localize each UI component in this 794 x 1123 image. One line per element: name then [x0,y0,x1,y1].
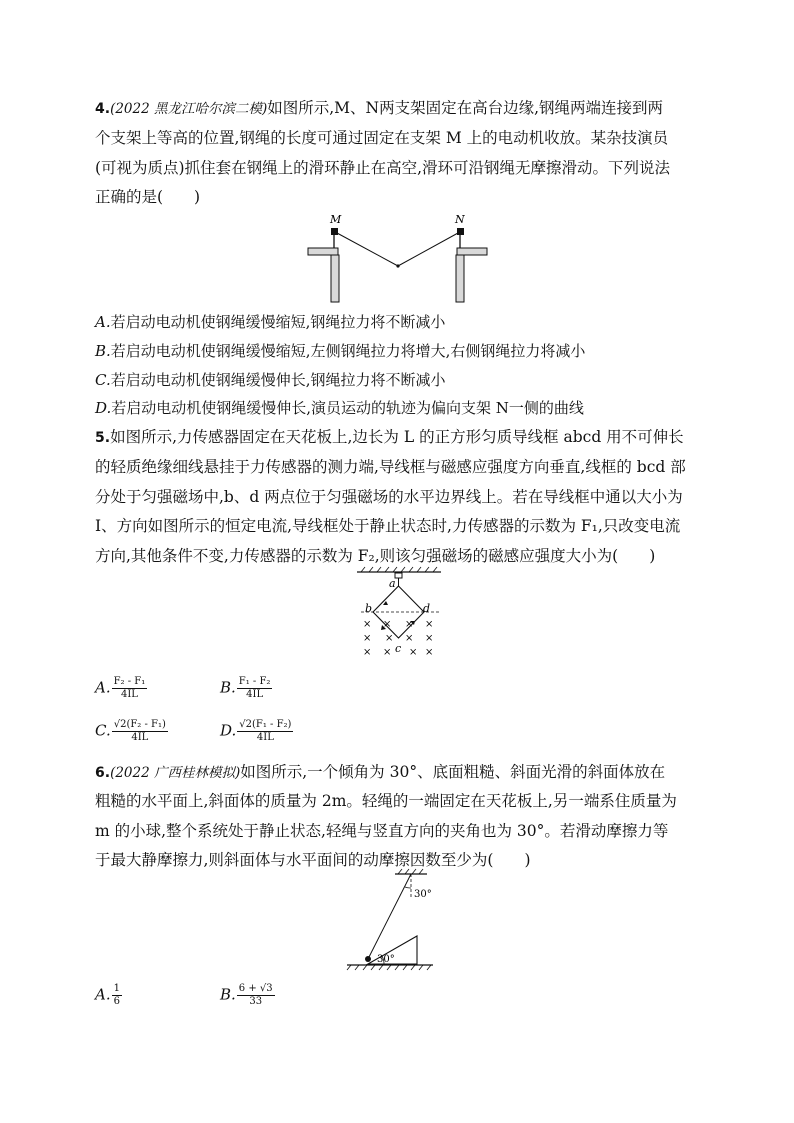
q5-option-b[interactable] [220,676,272,701]
option-letter: A. [95,678,111,697]
svg-text:×: × [363,633,372,644]
option-fraction [237,719,293,744]
option-fraction [112,676,148,701]
q6-rope-angle-arc [405,887,411,888]
option-letter: B. [220,678,236,697]
q4-label-m: M [330,213,342,226]
fraction-numerator: 6 + √3 [238,983,273,994]
q6-option-b[interactable] [220,983,275,1008]
q5-line-3: 分处于匀强磁场中,b、d 两点位于匀强磁场的水平边界线上。若在导线框中通以大小为 [95,488,683,506]
q6-ball [365,956,371,962]
q6-option-a[interactable] [95,983,122,1008]
fraction-numerator: F₂ - F₁ [113,676,146,687]
q4-option-b[interactable] [95,340,585,362]
q5-option-d[interactable] [220,719,293,744]
q5-label-b: b [365,602,373,615]
q6-ground-hatch [347,965,431,970]
q4-line-4: 正确的是( ) [95,188,201,206]
option-letter: C. [95,371,111,389]
option-letter: C. [95,721,111,740]
svg-text:×: × [425,647,434,658]
q4-line-3: (可视为质点)抓住套在钢绳上的滑环静止在高空,滑环可沿钢绳无摩擦滑动。下列说法 [95,159,671,177]
q5-line-5: 方向,其他条件不变,力传感器的示数为 F₂,则该匀强磁场的磁感应强度大小为( ) [95,547,656,565]
svg-text:×: × [385,633,394,644]
q5-line-1 [95,426,684,449]
fraction-denominator: 33 [249,996,263,1007]
q4-right-post [456,255,464,302]
option-fraction [237,983,275,1008]
q4-line-2: 个支架上等高的位置,钢绳的长度可通过固定在支架 M 上的电动机收放。某杂技演员 [95,129,669,147]
q5-option-a[interactable] [95,676,147,701]
option-fraction [237,676,273,701]
q6-figure [343,868,453,977]
q6-line-3: m 的小球,整个系统处于静止状态,轻绳与竖直方向的夹角也为 30°。若滑动摩擦力等 [95,822,669,840]
q6-source: (2022 广西桂林模拟) [110,765,241,781]
q6-label-bottom-angle: 30° [377,954,395,965]
option-text: 若启动电动机使钢绳缓慢缩短,左侧钢绳拉力将增大,右侧钢绳拉力将减小 [110,342,586,360]
q4-left-shelf [308,248,338,255]
q4-support-n [457,228,464,235]
q5-label-c: c [395,642,402,655]
q5-force-sensor [395,573,402,578]
option-letter: D. [95,399,112,417]
q4-line-1 [95,97,663,120]
q4-motor-m [331,228,338,235]
svg-text:×: × [363,647,372,658]
q5-number: 5. [95,430,111,446]
q6-number: 6. [95,765,111,781]
q4-slide-ring [396,264,399,267]
fraction-denominator: 4IL [246,689,264,700]
fraction-numerator: 1 [113,983,120,994]
q5-label-a: a [389,577,396,590]
option-letter: A. [95,985,111,1004]
fraction-denominator: 4IL [256,732,274,743]
option-letter: B. [220,985,236,1004]
q5-ceiling-hatch [361,567,437,572]
svg-text:×: × [363,619,372,630]
q4-option-d[interactable] [95,397,584,419]
q5-text-1: 如图所示,力传感器固定在天花板上,边长为 L 的正方形匀质导线框 abcd 用不可伸长 [110,428,684,446]
q4-left-post [331,255,339,302]
fraction-denominator: 4IL [120,689,138,700]
q4-right-shelf [457,248,487,255]
option-fraction [112,983,122,1008]
option-fraction [112,719,168,744]
q4-number: 4. [95,101,111,117]
fraction-numerator: √2(F₂ - F₁) [113,719,166,730]
q6-line-4: 于最大静摩擦力,则斜面体与水平面间的动摩擦因数至少为( ) [95,851,531,869]
option-letter: D. [220,721,237,740]
q4-figure [300,210,495,309]
fraction-numerator: F₁ - F₂ [238,676,271,687]
svg-text:×: × [425,633,434,644]
q4-source: (2022 黑龙江哈尔滨二模) [110,101,268,117]
svg-text:×: × [383,647,392,658]
q5-option-c[interactable] [95,719,168,744]
q6-label-top-angle: 30° [414,889,432,900]
q4-steel-rope [337,233,458,266]
svg-text:×: × [383,619,392,630]
q5-line-2: 的轻质绝缘细线悬挂于力传感器的测力端,导线框与磁感应强度方向垂直,线框的 bcd 部 [95,458,686,476]
option-letter: B. [95,342,111,360]
svg-text:×: × [405,619,414,630]
fraction-denominator: 6 [113,996,120,1007]
q5-line-4: I、方向如图所示的恒定电流,导线框处于静止状态时,力传感器的示数为 F₁,只改变电流 [95,517,681,535]
svg-text:×: × [409,647,418,658]
svg-text:×: × [405,633,414,644]
q4-text-1: 如图所示,M、N两支架固定在高台边缘,钢绳两端连接到两 [267,99,664,117]
option-text: 若启动电动机使钢绳缓慢伸长,演员运动的轨迹为偏向支架 N一侧的曲线 [111,399,584,417]
q6-line-1 [95,761,665,784]
q4-option-a[interactable] [95,311,445,333]
q5-label-d: d [423,602,431,615]
q6-line-2: 粗糙的水平面上,斜面体的质量为 2m。轻绳的一端固定在天花板上,另一端系住质量为 [95,792,677,810]
fraction-denominator: 4IL [131,732,149,743]
option-text: 若启动电动机使钢绳缓慢缩短,钢绳拉力将不断减小 [110,313,446,331]
q6-text-1: 如图所示,一个倾角为 30°、底面粗糙、斜面光滑的斜面体放在 [240,763,666,781]
q6-ceiling-hatch [398,869,423,874]
fraction-numerator: √2(F₁ - F₂) [239,719,292,730]
option-letter: A. [95,313,111,331]
q5-figure [355,566,445,665]
option-text: 若启动电动机使钢绳缓慢伸长,钢绳拉力将不断减小 [110,371,446,389]
svg-text:×: × [425,619,434,630]
q4-label-n: N [455,213,465,226]
q4-option-c[interactable] [95,369,446,391]
